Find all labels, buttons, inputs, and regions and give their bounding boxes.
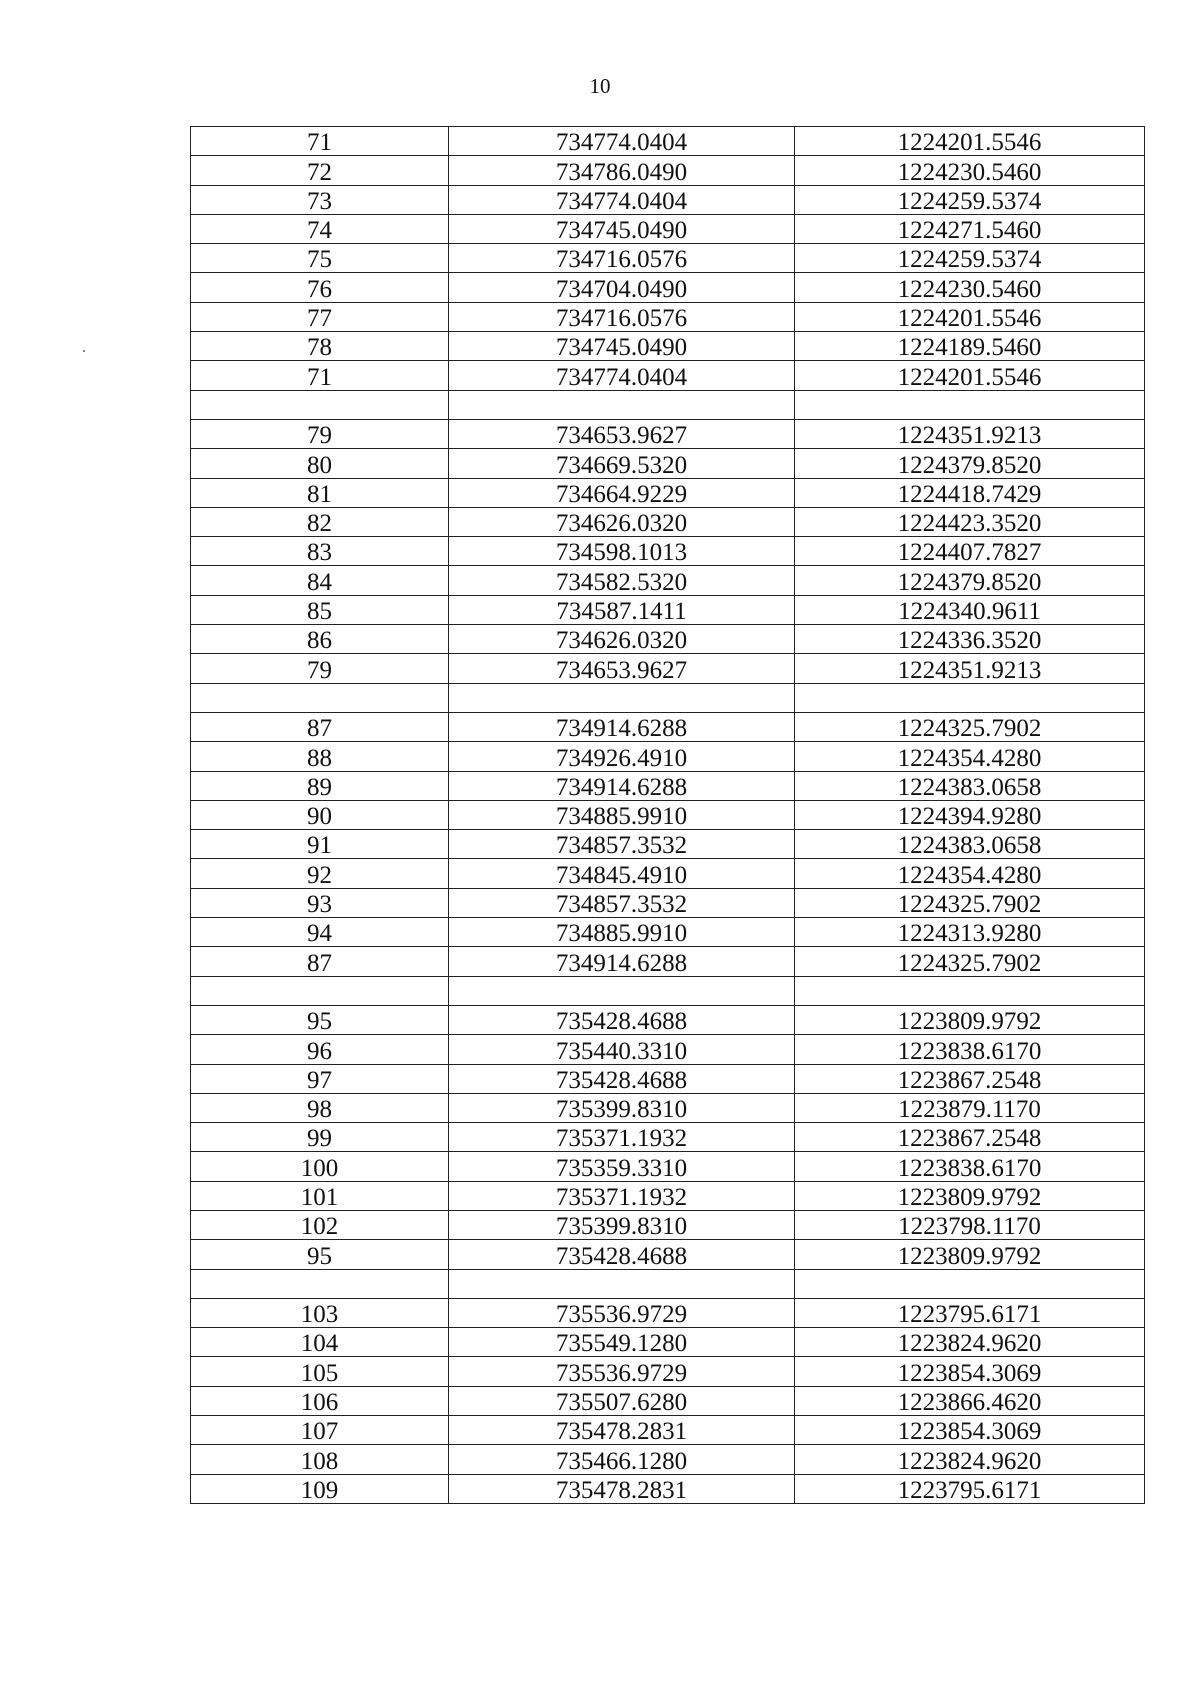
table-row (191, 419, 1145, 448)
y-coordinate-cell: 1224354.4280 (795, 742, 1145, 771)
table-row (191, 830, 1145, 859)
point-number-cell: 92 (191, 859, 449, 888)
point-number-cell: 72 (191, 156, 449, 185)
x-coordinate-cell: 735507.6280 (449, 1386, 795, 1415)
x-coordinate-cell: 734774.0404 (449, 185, 795, 214)
y-coordinate-cell: 1223866.4620 (795, 1386, 1145, 1415)
point-number-cell: 95 (191, 1240, 449, 1269)
scan-speck (83, 350, 85, 352)
y-coordinate-cell: 1224336.3520 (795, 625, 1145, 654)
y-coordinate-cell: 1224423.3520 (795, 507, 1145, 536)
table-row (191, 127, 1145, 156)
x-coordinate-cell: 734626.0320 (449, 625, 795, 654)
x-coordinate-cell: 734653.9627 (449, 654, 795, 683)
y-coordinate-cell: 1224379.8520 (795, 566, 1145, 595)
point-number-cell: 94 (191, 918, 449, 947)
point-number-cell: 79 (191, 654, 449, 683)
separator-row (191, 390, 1145, 419)
y-coordinate-cell: 1224351.9213 (795, 419, 1145, 448)
table-row (191, 185, 1145, 214)
y-coordinate-cell: 1224394.9280 (795, 800, 1145, 829)
y-coordinate-cell (795, 683, 1145, 712)
x-coordinate-cell: 734653.9627 (449, 419, 795, 448)
y-coordinate-cell: 1224340.9611 (795, 595, 1145, 624)
x-coordinate-cell: 734914.6288 (449, 771, 795, 800)
table-row (191, 507, 1145, 536)
x-coordinate-cell: 735466.1280 (449, 1445, 795, 1474)
y-coordinate-cell: 1224230.5460 (795, 273, 1145, 302)
table-row (191, 1328, 1145, 1357)
x-coordinate-cell: 734885.9910 (449, 918, 795, 947)
x-coordinate-cell: 734774.0404 (449, 127, 795, 156)
point-number-cell: 96 (191, 1035, 449, 1064)
x-coordinate-cell (449, 390, 795, 419)
point-number-cell: 75 (191, 244, 449, 273)
x-coordinate-cell: 734626.0320 (449, 507, 795, 536)
table-row (191, 859, 1145, 888)
point-number-cell (191, 1269, 449, 1298)
y-coordinate-cell (795, 390, 1145, 419)
x-coordinate-cell: 734926.4910 (449, 742, 795, 771)
table-row (191, 1474, 1145, 1503)
y-coordinate-cell: 1224325.7902 (795, 947, 1145, 976)
x-coordinate-cell: 735399.8310 (449, 1093, 795, 1122)
x-coordinate-cell (449, 1269, 795, 1298)
table-row (191, 1445, 1145, 1474)
page-number: 10 (589, 74, 611, 98)
x-coordinate-cell: 734704.0490 (449, 273, 795, 302)
point-number-cell: 101 (191, 1181, 449, 1210)
point-number-cell: 80 (191, 449, 449, 478)
point-number-cell: 71 (191, 361, 449, 390)
point-number-cell: 93 (191, 888, 449, 917)
x-coordinate-cell: 734845.4910 (449, 859, 795, 888)
point-number-cell: 104 (191, 1328, 449, 1357)
table-row (191, 1240, 1145, 1269)
coordinates-table-body (191, 127, 1145, 1504)
y-coordinate-cell: 1224351.9213 (795, 654, 1145, 683)
point-number-cell: 98 (191, 1093, 449, 1122)
point-number-cell: 71 (191, 127, 449, 156)
table-row (191, 1357, 1145, 1386)
x-coordinate-cell (449, 683, 795, 712)
y-coordinate-cell: 1224383.0658 (795, 830, 1145, 859)
separator-row (191, 683, 1145, 712)
coordinates-table (190, 126, 1145, 1504)
point-number-cell: 86 (191, 625, 449, 654)
table-row (191, 156, 1145, 185)
table-row (191, 1152, 1145, 1181)
table-row (191, 244, 1145, 273)
table-row (191, 1416, 1145, 1445)
y-coordinate-cell: 1223824.9620 (795, 1328, 1145, 1357)
table-row (191, 800, 1145, 829)
x-coordinate-cell: 734716.0576 (449, 302, 795, 331)
y-coordinate-cell: 1224259.5374 (795, 185, 1145, 214)
table-row (191, 537, 1145, 566)
table-row (191, 742, 1145, 771)
x-coordinate-cell: 734664.9229 (449, 478, 795, 507)
point-number-cell: 78 (191, 332, 449, 361)
table-row (191, 1093, 1145, 1122)
x-coordinate-cell: 734716.0576 (449, 244, 795, 273)
y-coordinate-cell: 1223867.2548 (795, 1123, 1145, 1152)
y-coordinate-cell: 1224201.5546 (795, 127, 1145, 156)
table-row (191, 478, 1145, 507)
point-number-cell (191, 976, 449, 1005)
point-number-cell (191, 390, 449, 419)
x-coordinate-cell (449, 976, 795, 1005)
table-row (191, 625, 1145, 654)
y-coordinate-cell: 1223838.6170 (795, 1035, 1145, 1064)
x-coordinate-cell: 735399.8310 (449, 1210, 795, 1239)
x-coordinate-cell: 734582.5320 (449, 566, 795, 595)
point-number-cell: 91 (191, 830, 449, 859)
x-coordinate-cell: 735536.9729 (449, 1298, 795, 1327)
point-number-cell: 77 (191, 302, 449, 331)
y-coordinate-cell: 1223809.9792 (795, 1005, 1145, 1034)
point-number-cell: 85 (191, 595, 449, 624)
y-coordinate-cell: 1223795.6171 (795, 1298, 1145, 1327)
x-coordinate-cell: 734914.6288 (449, 947, 795, 976)
x-coordinate-cell: 735440.3310 (449, 1035, 795, 1064)
point-number-cell: 105 (191, 1357, 449, 1386)
point-number-cell: 74 (191, 214, 449, 243)
y-coordinate-cell (795, 976, 1145, 1005)
point-number-cell: 90 (191, 800, 449, 829)
y-coordinate-cell: 1224325.7902 (795, 712, 1145, 741)
table-row (191, 595, 1145, 624)
point-number-cell (191, 683, 449, 712)
table-row (191, 449, 1145, 478)
x-coordinate-cell: 735359.3310 (449, 1152, 795, 1181)
y-coordinate-cell: 1223854.3069 (795, 1416, 1145, 1445)
separator-row (191, 976, 1145, 1005)
y-coordinate-cell: 1224271.5460 (795, 214, 1145, 243)
y-coordinate-cell: 1224354.4280 (795, 859, 1145, 888)
x-coordinate-cell: 735371.1932 (449, 1181, 795, 1210)
point-number-cell: 108 (191, 1445, 449, 1474)
point-number-cell: 97 (191, 1064, 449, 1093)
point-number-cell: 102 (191, 1210, 449, 1239)
y-coordinate-cell: 1224407.7827 (795, 537, 1145, 566)
y-coordinate-cell: 1224189.5460 (795, 332, 1145, 361)
table-row (191, 1064, 1145, 1093)
table-row (191, 947, 1145, 976)
table-row (191, 1298, 1145, 1327)
table-row (191, 566, 1145, 595)
x-coordinate-cell: 734669.5320 (449, 449, 795, 478)
y-coordinate-cell: 1223824.9620 (795, 1445, 1145, 1474)
table-row (191, 361, 1145, 390)
table-row (191, 1035, 1145, 1064)
point-number-cell: 82 (191, 507, 449, 536)
table-row (191, 1386, 1145, 1415)
y-coordinate-cell: 1223809.9792 (795, 1181, 1145, 1210)
table-row (191, 302, 1145, 331)
y-coordinate-cell: 1224418.7429 (795, 478, 1145, 507)
x-coordinate-cell: 735478.2831 (449, 1474, 795, 1503)
table-row (191, 273, 1145, 302)
x-coordinate-cell: 734857.3532 (449, 888, 795, 917)
y-coordinate-cell: 1223838.6170 (795, 1152, 1145, 1181)
separator-row (191, 1269, 1145, 1298)
point-number-cell: 87 (191, 947, 449, 976)
y-coordinate-cell: 1224230.5460 (795, 156, 1145, 185)
table-row (191, 712, 1145, 741)
table-row (191, 214, 1145, 243)
y-coordinate-cell: 1223795.6171 (795, 1474, 1145, 1503)
x-coordinate-cell: 734745.0490 (449, 214, 795, 243)
table-row (191, 654, 1145, 683)
point-number-cell: 73 (191, 185, 449, 214)
y-coordinate-cell: 1224259.5374 (795, 244, 1145, 273)
y-coordinate-cell: 1223809.9792 (795, 1240, 1145, 1269)
x-coordinate-cell: 734914.6288 (449, 712, 795, 741)
y-coordinate-cell: 1223879.1170 (795, 1093, 1145, 1122)
y-coordinate-cell: 1224379.8520 (795, 449, 1145, 478)
point-number-cell: 81 (191, 478, 449, 507)
y-coordinate-cell: 1224201.5546 (795, 302, 1145, 331)
x-coordinate-cell: 735478.2831 (449, 1416, 795, 1445)
y-coordinate-cell (795, 1269, 1145, 1298)
y-coordinate-cell: 1223798.1170 (795, 1210, 1145, 1239)
table-row (191, 332, 1145, 361)
table-row (191, 1123, 1145, 1152)
point-number-cell: 89 (191, 771, 449, 800)
table-row (191, 1181, 1145, 1210)
x-coordinate-cell: 734745.0490 (449, 332, 795, 361)
point-number-cell: 100 (191, 1152, 449, 1181)
y-coordinate-cell: 1224383.0658 (795, 771, 1145, 800)
x-coordinate-cell: 734774.0404 (449, 361, 795, 390)
x-coordinate-cell: 734598.1013 (449, 537, 795, 566)
point-number-cell: 106 (191, 1386, 449, 1415)
point-number-cell: 88 (191, 742, 449, 771)
x-coordinate-cell: 735428.4688 (449, 1005, 795, 1034)
point-number-cell: 76 (191, 273, 449, 302)
x-coordinate-cell: 735549.1280 (449, 1328, 795, 1357)
x-coordinate-cell: 734857.3532 (449, 830, 795, 859)
table-row (191, 918, 1145, 947)
point-number-cell: 95 (191, 1005, 449, 1034)
x-coordinate-cell: 734587.1411 (449, 595, 795, 624)
x-coordinate-cell: 735428.4688 (449, 1240, 795, 1269)
table-row (191, 888, 1145, 917)
table-row (191, 1210, 1145, 1239)
point-number-cell: 103 (191, 1298, 449, 1327)
x-coordinate-cell: 735371.1932 (449, 1123, 795, 1152)
point-number-cell: 109 (191, 1474, 449, 1503)
y-coordinate-cell: 1224201.5546 (795, 361, 1145, 390)
point-number-cell: 99 (191, 1123, 449, 1152)
table-row (191, 1005, 1145, 1034)
y-coordinate-cell: 1223854.3069 (795, 1357, 1145, 1386)
point-number-cell: 83 (191, 537, 449, 566)
point-number-cell: 79 (191, 419, 449, 448)
table-row (191, 771, 1145, 800)
y-coordinate-cell: 1224325.7902 (795, 888, 1145, 917)
x-coordinate-cell: 734885.9910 (449, 800, 795, 829)
point-number-cell: 87 (191, 712, 449, 741)
x-coordinate-cell: 734786.0490 (449, 156, 795, 185)
point-number-cell: 107 (191, 1416, 449, 1445)
y-coordinate-cell: 1224313.9280 (795, 918, 1145, 947)
point-number-cell: 84 (191, 566, 449, 595)
x-coordinate-cell: 735536.9729 (449, 1357, 795, 1386)
x-coordinate-cell: 735428.4688 (449, 1064, 795, 1093)
y-coordinate-cell: 1223867.2548 (795, 1064, 1145, 1093)
